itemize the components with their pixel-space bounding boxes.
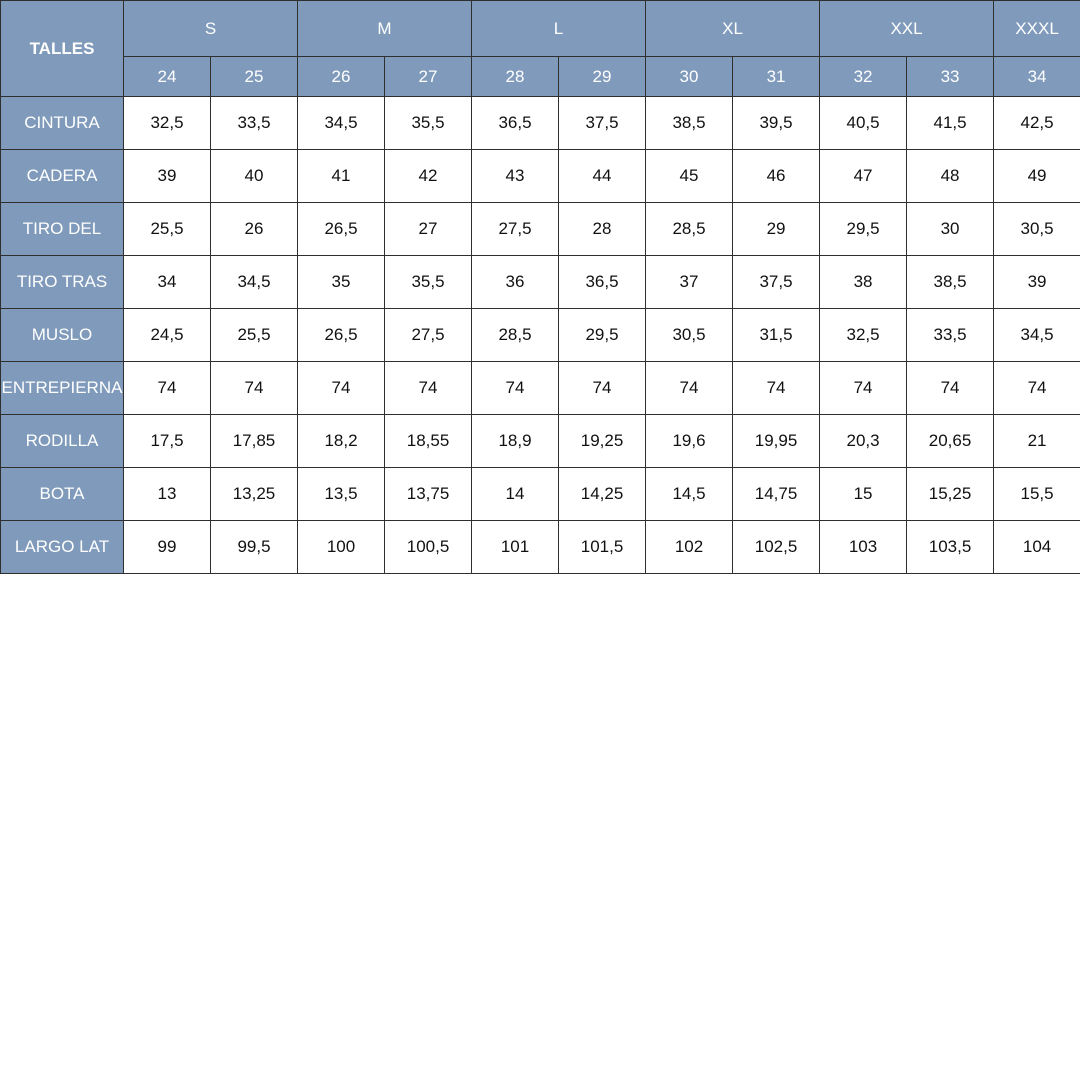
table-cell: 45 [646, 150, 733, 203]
table-cell: 34,5 [298, 97, 385, 150]
table-cell: 43 [472, 150, 559, 203]
row-label: LARGO LAT [1, 521, 124, 574]
table-cell: 34,5 [211, 256, 298, 309]
table-cell: 17,5 [124, 415, 211, 468]
table-row [1, 415, 1080, 468]
table-cell: 41 [298, 150, 385, 203]
size-number-header: 34 [994, 57, 1080, 97]
table-cell: 103 [820, 521, 907, 574]
table-cell: 14 [472, 468, 559, 521]
table-row [1, 97, 1080, 150]
table-cell: 37,5 [559, 97, 646, 150]
table-cell: 103,5 [907, 521, 994, 574]
table-cell: 19,6 [646, 415, 733, 468]
table-cell: 35,5 [385, 97, 472, 150]
table-cell: 18,9 [472, 415, 559, 468]
size-number-header: 25 [211, 57, 298, 97]
table-cell: 74 [211, 362, 298, 415]
table-cell: 31,5 [733, 309, 820, 362]
table-cell: 13,25 [211, 468, 298, 521]
size-number-header: 31 [733, 57, 820, 97]
table-cell: 101,5 [559, 521, 646, 574]
table-cell: 47 [820, 150, 907, 203]
table-cell: 39 [994, 256, 1080, 309]
table-cell: 14,5 [646, 468, 733, 521]
table-cell: 19,95 [733, 415, 820, 468]
table-cell: 38,5 [646, 97, 733, 150]
size-number-row [1, 57, 1080, 97]
table-cell: 13 [124, 468, 211, 521]
table-cell: 74 [124, 362, 211, 415]
table-cell: 15,25 [907, 468, 994, 521]
table-cell: 46 [733, 150, 820, 203]
table-cell: 35,5 [385, 256, 472, 309]
table-cell: 30,5 [994, 203, 1080, 256]
table-cell: 34 [124, 256, 211, 309]
size-group-header: XXL [820, 1, 994, 57]
table-row [1, 309, 1080, 362]
table-cell: 104 [994, 521, 1080, 574]
table-cell: 40 [211, 150, 298, 203]
size-group-header: M [298, 1, 472, 57]
size-number-header: 32 [820, 57, 907, 97]
table-cell: 36 [472, 256, 559, 309]
table-cell: 28,5 [646, 203, 733, 256]
row-label: CINTURA [1, 97, 124, 150]
table-cell: 33,5 [211, 97, 298, 150]
table-cell: 40,5 [820, 97, 907, 150]
table-cell: 30,5 [646, 309, 733, 362]
corner-header: TALLES [1, 1, 124, 97]
table-cell: 26,5 [298, 203, 385, 256]
table-cell: 74 [385, 362, 472, 415]
table-cell: 30 [907, 203, 994, 256]
table-row [1, 362, 1080, 415]
table-row [1, 521, 1080, 574]
table-cell: 42 [385, 150, 472, 203]
size-number-header: 27 [385, 57, 472, 97]
size-group-header: S [124, 1, 298, 57]
table-cell: 74 [994, 362, 1080, 415]
row-label: MUSLO [1, 309, 124, 362]
table-cell: 26,5 [298, 309, 385, 362]
table-cell: 25,5 [124, 203, 211, 256]
table-cell: 36,5 [559, 256, 646, 309]
table-cell: 15 [820, 468, 907, 521]
table-cell: 35 [298, 256, 385, 309]
table-cell: 28 [559, 203, 646, 256]
table-cell: 27,5 [472, 203, 559, 256]
table-cell: 27 [385, 203, 472, 256]
table-cell: 74 [298, 362, 385, 415]
table-cell: 42,5 [994, 97, 1080, 150]
size-group-header: XL [646, 1, 820, 57]
row-label: ENTREPIERNA [1, 362, 124, 415]
table-cell: 74 [733, 362, 820, 415]
table-cell: 38 [820, 256, 907, 309]
size-group-header: L [472, 1, 646, 57]
table-cell: 19,25 [559, 415, 646, 468]
table-cell: 28,5 [472, 309, 559, 362]
table-cell: 38,5 [907, 256, 994, 309]
table-cell: 17,85 [211, 415, 298, 468]
table-cell: 74 [820, 362, 907, 415]
table-cell: 101 [472, 521, 559, 574]
size-number-header: 24 [124, 57, 211, 97]
table-cell: 49 [994, 150, 1080, 203]
table-cell: 29,5 [559, 309, 646, 362]
table-cell: 13,75 [385, 468, 472, 521]
table-cell: 13,5 [298, 468, 385, 521]
table-cell: 26 [211, 203, 298, 256]
table-cell: 74 [646, 362, 733, 415]
table-cell: 20,3 [820, 415, 907, 468]
table-cell: 39 [124, 150, 211, 203]
table-cell: 74 [559, 362, 646, 415]
table-cell: 100,5 [385, 521, 472, 574]
size-number-header: 30 [646, 57, 733, 97]
table-cell: 32,5 [124, 97, 211, 150]
size-group-header: XXXL [994, 1, 1080, 57]
table-cell: 102,5 [733, 521, 820, 574]
table-row [1, 468, 1080, 521]
table-cell: 34,5 [994, 309, 1080, 362]
table-cell: 15,5 [994, 468, 1080, 521]
table-cell: 20,65 [907, 415, 994, 468]
table-cell: 29 [733, 203, 820, 256]
table-cell: 32,5 [820, 309, 907, 362]
table-cell: 100 [298, 521, 385, 574]
table-cell: 41,5 [907, 97, 994, 150]
table-cell: 99 [124, 521, 211, 574]
table-row [1, 150, 1080, 203]
row-label: TIRO DEL [1, 203, 124, 256]
table-cell: 14,25 [559, 468, 646, 521]
size-number-header: 29 [559, 57, 646, 97]
table-cell: 36,5 [472, 97, 559, 150]
table-cell: 102 [646, 521, 733, 574]
table-cell: 74 [472, 362, 559, 415]
table-cell: 18,2 [298, 415, 385, 468]
table-cell: 27,5 [385, 309, 472, 362]
row-label: BOTA [1, 468, 124, 521]
table-cell: 99,5 [211, 521, 298, 574]
table-cell: 37,5 [733, 256, 820, 309]
table-cell: 37 [646, 256, 733, 309]
table-cell: 14,75 [733, 468, 820, 521]
table-cell: 74 [907, 362, 994, 415]
table-cell: 39,5 [733, 97, 820, 150]
table-row [1, 256, 1080, 309]
row-label: CADERA [1, 150, 124, 203]
table-cell: 29,5 [820, 203, 907, 256]
table-row [1, 203, 1080, 256]
table-cell: 48 [907, 150, 994, 203]
size-group-row [1, 1, 1080, 57]
table-cell: 21 [994, 415, 1080, 468]
table-cell: 24,5 [124, 309, 211, 362]
size-number-header: 33 [907, 57, 994, 97]
table-cell: 18,55 [385, 415, 472, 468]
size-number-header: 26 [298, 57, 385, 97]
table-cell: 25,5 [211, 309, 298, 362]
table-cell: 33,5 [907, 309, 994, 362]
size-number-header: 28 [472, 57, 559, 97]
row-label: TIRO TRAS [1, 256, 124, 309]
table-cell: 44 [559, 150, 646, 203]
row-label: RODILLA [1, 415, 124, 468]
